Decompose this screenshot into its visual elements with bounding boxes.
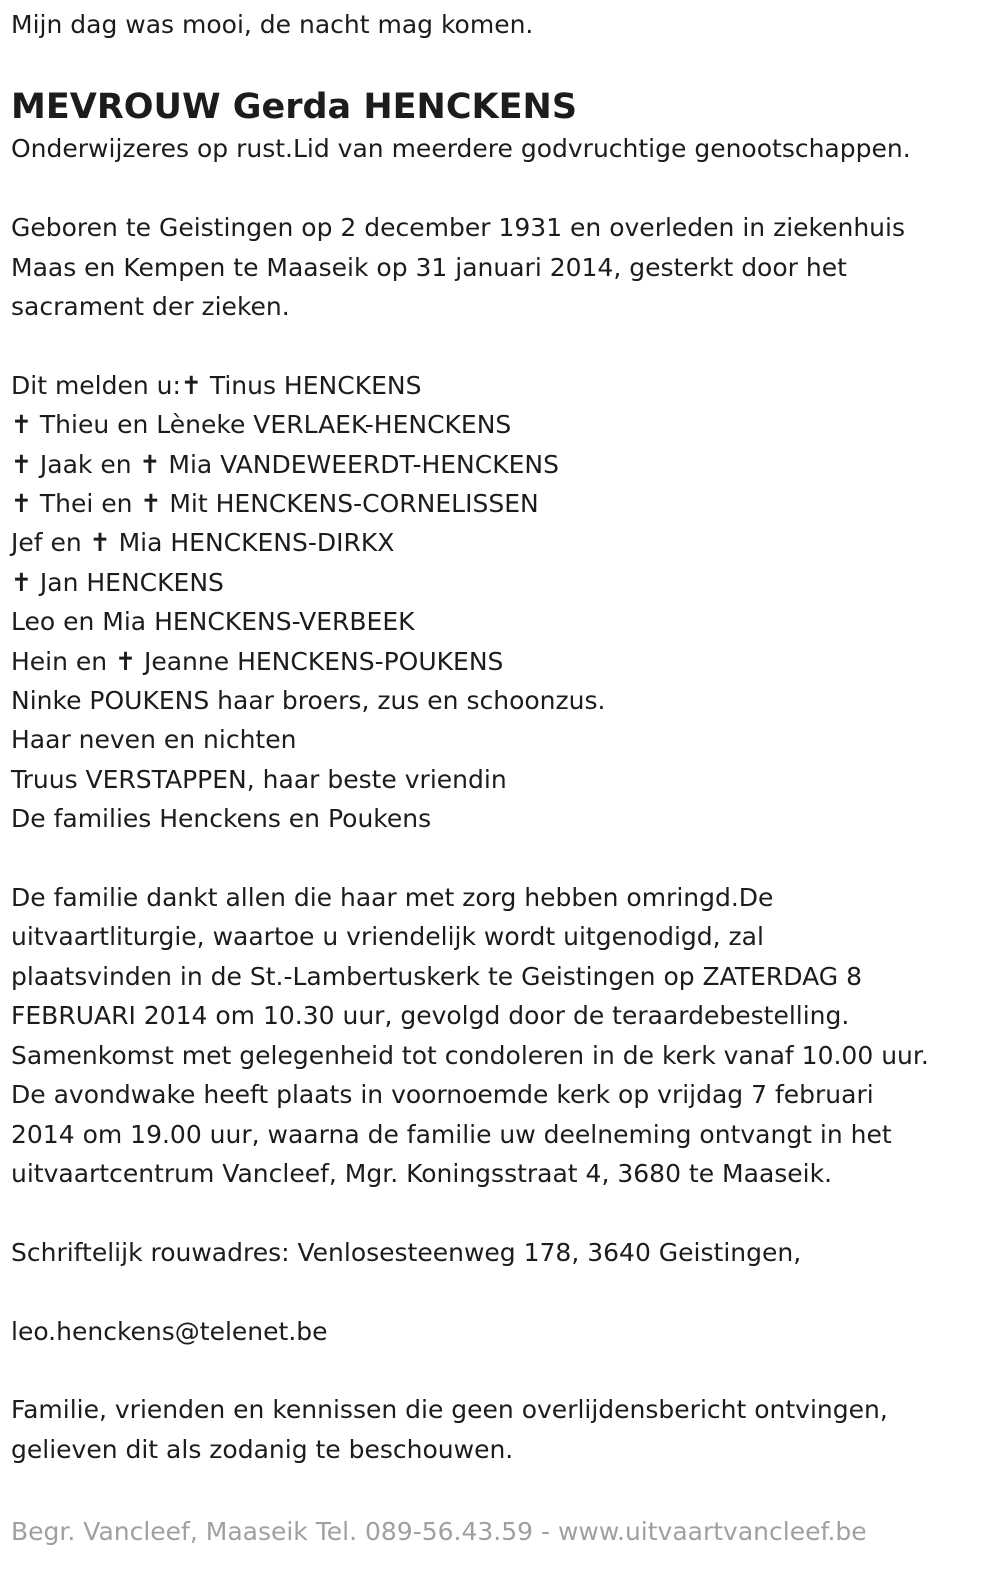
mourning-address: Schriftelijk rouwadres: Venlosesteenweg 178, 3640 Geistingen,	[11, 1237, 802, 1267]
announcer-line: Ninke POUKENS haar broers, zus en schoonzus.	[11, 686, 606, 716]
announcer-line: ✝ Jaak en ✝ Mia VANDEWEERDT-HENCKENS	[11, 449, 559, 479]
announcer-line: Haar neven en nichten	[11, 725, 297, 755]
deceased-name: MEVROUW Gerda HENCKENS	[11, 87, 578, 128]
funeral-line: uitvaartliturgie, waartoe u vriendelijk wordt uitgenodigd, zal	[11, 922, 764, 952]
funeral-line: De avondwake heeft plaats in voornoemde kerk op vrijdag 7 februari	[11, 1080, 874, 1110]
birth-death-paragraph	[11, 208, 991, 326]
announcer-line: Jef en ✝ Mia HENCKENS-DIRKX	[11, 528, 395, 558]
announcer-line: Dit melden u:✝ Tinus HENCKENS	[11, 370, 422, 400]
announcer-line: Leo en Mia HENCKENS-VERBEEK	[11, 607, 415, 637]
funeral-line: uitvaartcentrum Vancleef, Mgr. Koningsstraat 4, 3680 te Maaseik.	[11, 1158, 833, 1188]
announcer-line: De families Henckens en Poukens	[11, 804, 432, 834]
birth-death-line: sacrament der zieken.	[11, 292, 290, 322]
address-paragraph	[11, 1233, 991, 1272]
closing-paragraph	[11, 1390, 991, 1469]
contact-email: leo.henckens@telenet.be	[11, 1316, 328, 1346]
announcer-line: ✝ Jan HENCKENS	[11, 567, 224, 597]
funeral-line: FEBRUARI 2014 om 10.30 uur, gevolgd door de teraardebestelling.	[11, 1001, 850, 1031]
announcer-line: Hein en ✝ Jeanne HENCKENS-POUKENS	[11, 646, 504, 676]
birth-death-line: Geboren te Geistingen op 2 december 1931 en overleden in ziekenhuis	[11, 213, 905, 243]
closing-line: Familie, vrienden en kennissen die geen overlijdensbericht ontvingen,	[11, 1395, 888, 1425]
obituary-notice	[11, 5, 991, 1469]
funeral-line: plaatsvinden in de St.-Lambertuskerk te Geistingen op ZATERDAG 8	[11, 961, 862, 991]
announcer-line: ✝ Thei en ✝ Mit HENCKENS-CORNELISSEN	[11, 489, 539, 519]
funeral-line: Samenkomst met gelegenheid tot condoleren in de kerk vanaf 10.00 uur.	[11, 1040, 929, 1070]
funeral-line: De familie dankt allen die haar met zorg hebben omringd.De	[11, 883, 774, 913]
announcers-list	[11, 366, 991, 839]
announcer-line: Truus VERSTAPPEN, haar beste vriendin	[11, 764, 507, 794]
birth-death-line: Maas en Kempen te Maaseik op 31 januari 2014, gesterkt door het	[11, 252, 847, 282]
deceased-description: Onderwijzeres op rust.Lid van meerdere godvruchtige genootschappen.	[11, 134, 911, 164]
funeral-line: 2014 om 19.00 uur, waarna de familie uw deelneming ontvangt in het	[11, 1119, 892, 1149]
funeral-home-footer: Begr. Vancleef, Maaseik Tel. 089-56.43.59 - www.uitvaartvancleef.be	[11, 1517, 867, 1546]
funeral-paragraph	[11, 878, 991, 1193]
motto: Mijn dag was mooi, de nacht mag komen.	[11, 10, 534, 39]
closing-line: gelieven dit als zodanig te beschouwen.	[11, 1434, 514, 1464]
email-paragraph	[11, 1312, 991, 1351]
announcer-line: ✝ Thieu en Lèneke VERLAEK-HENCKENS	[11, 410, 512, 440]
